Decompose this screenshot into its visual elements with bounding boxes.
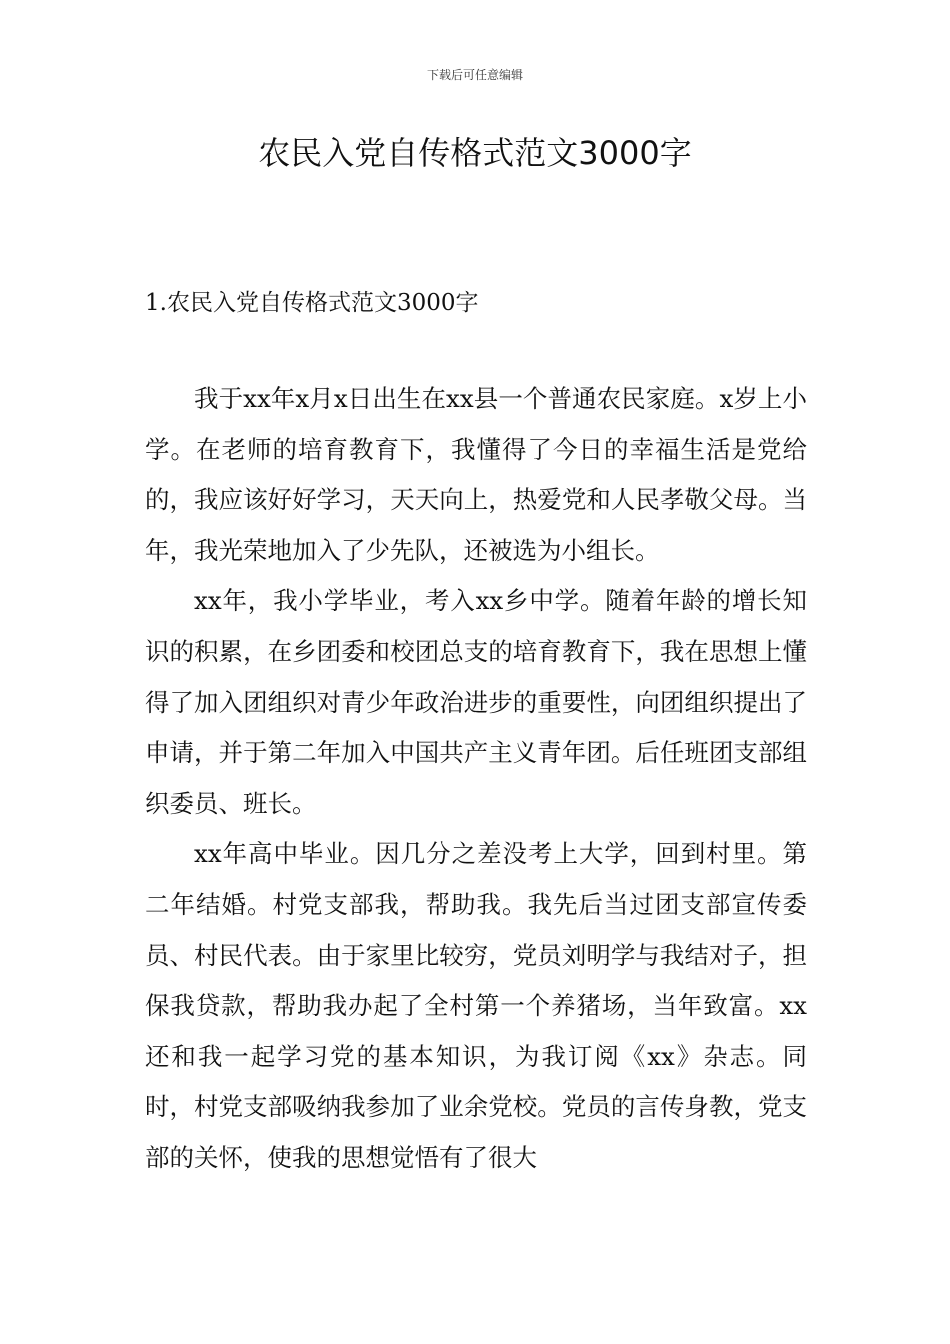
paragraph-1: 我于xx年x月x日出生在xx县一个普通农民家庭。x岁上小学。在老师的培育教育下，我懂得了今日的幸福生活是党给的，我应该好好学习，天天向上，热爱党和人民孝敬父母。当年，我光荣地加入了少先队，还被选为小组长。 [145, 384, 807, 565]
document-body [145, 374, 807, 1184]
document-title: 农民入党自传格式范文3000字 [258, 134, 692, 172]
header-note: 下载后可任意编辑 [426, 68, 523, 82]
section-heading: 1.农民入党自传格式范文3000字 [145, 290, 479, 316]
paragraph-2: xx年，我小学毕业，考入xx乡中学。随着年龄的增长知识的积累，在乡团委和校团总支的培育教育下，我在思想上懂得了加入团组织对青少年政治进步的重要性，向团组织提出了申请，并于第二年加入中国共产主义青年团。后任班团支部组织委员、班长。 [145, 586, 807, 818]
paragraph-3: xx年高中毕业。因几分之差没考上大学，回到村里。第二年结婚。村党支部我，帮助我。我先后当过团支部宣传委员、村民代表。由于家里比较穷，党员刘明学与我结对子，担保我贷款，帮助我办起了全村第一个养猪场，当年致富。xx还和我一起学习党的基本知识，为我订阅《xx》杂志。同时，村党支部吸纳我参加了业余党校。党员的言传身教，党支部的关怀，使我的思想觉悟有了很大 [145, 839, 807, 1172]
